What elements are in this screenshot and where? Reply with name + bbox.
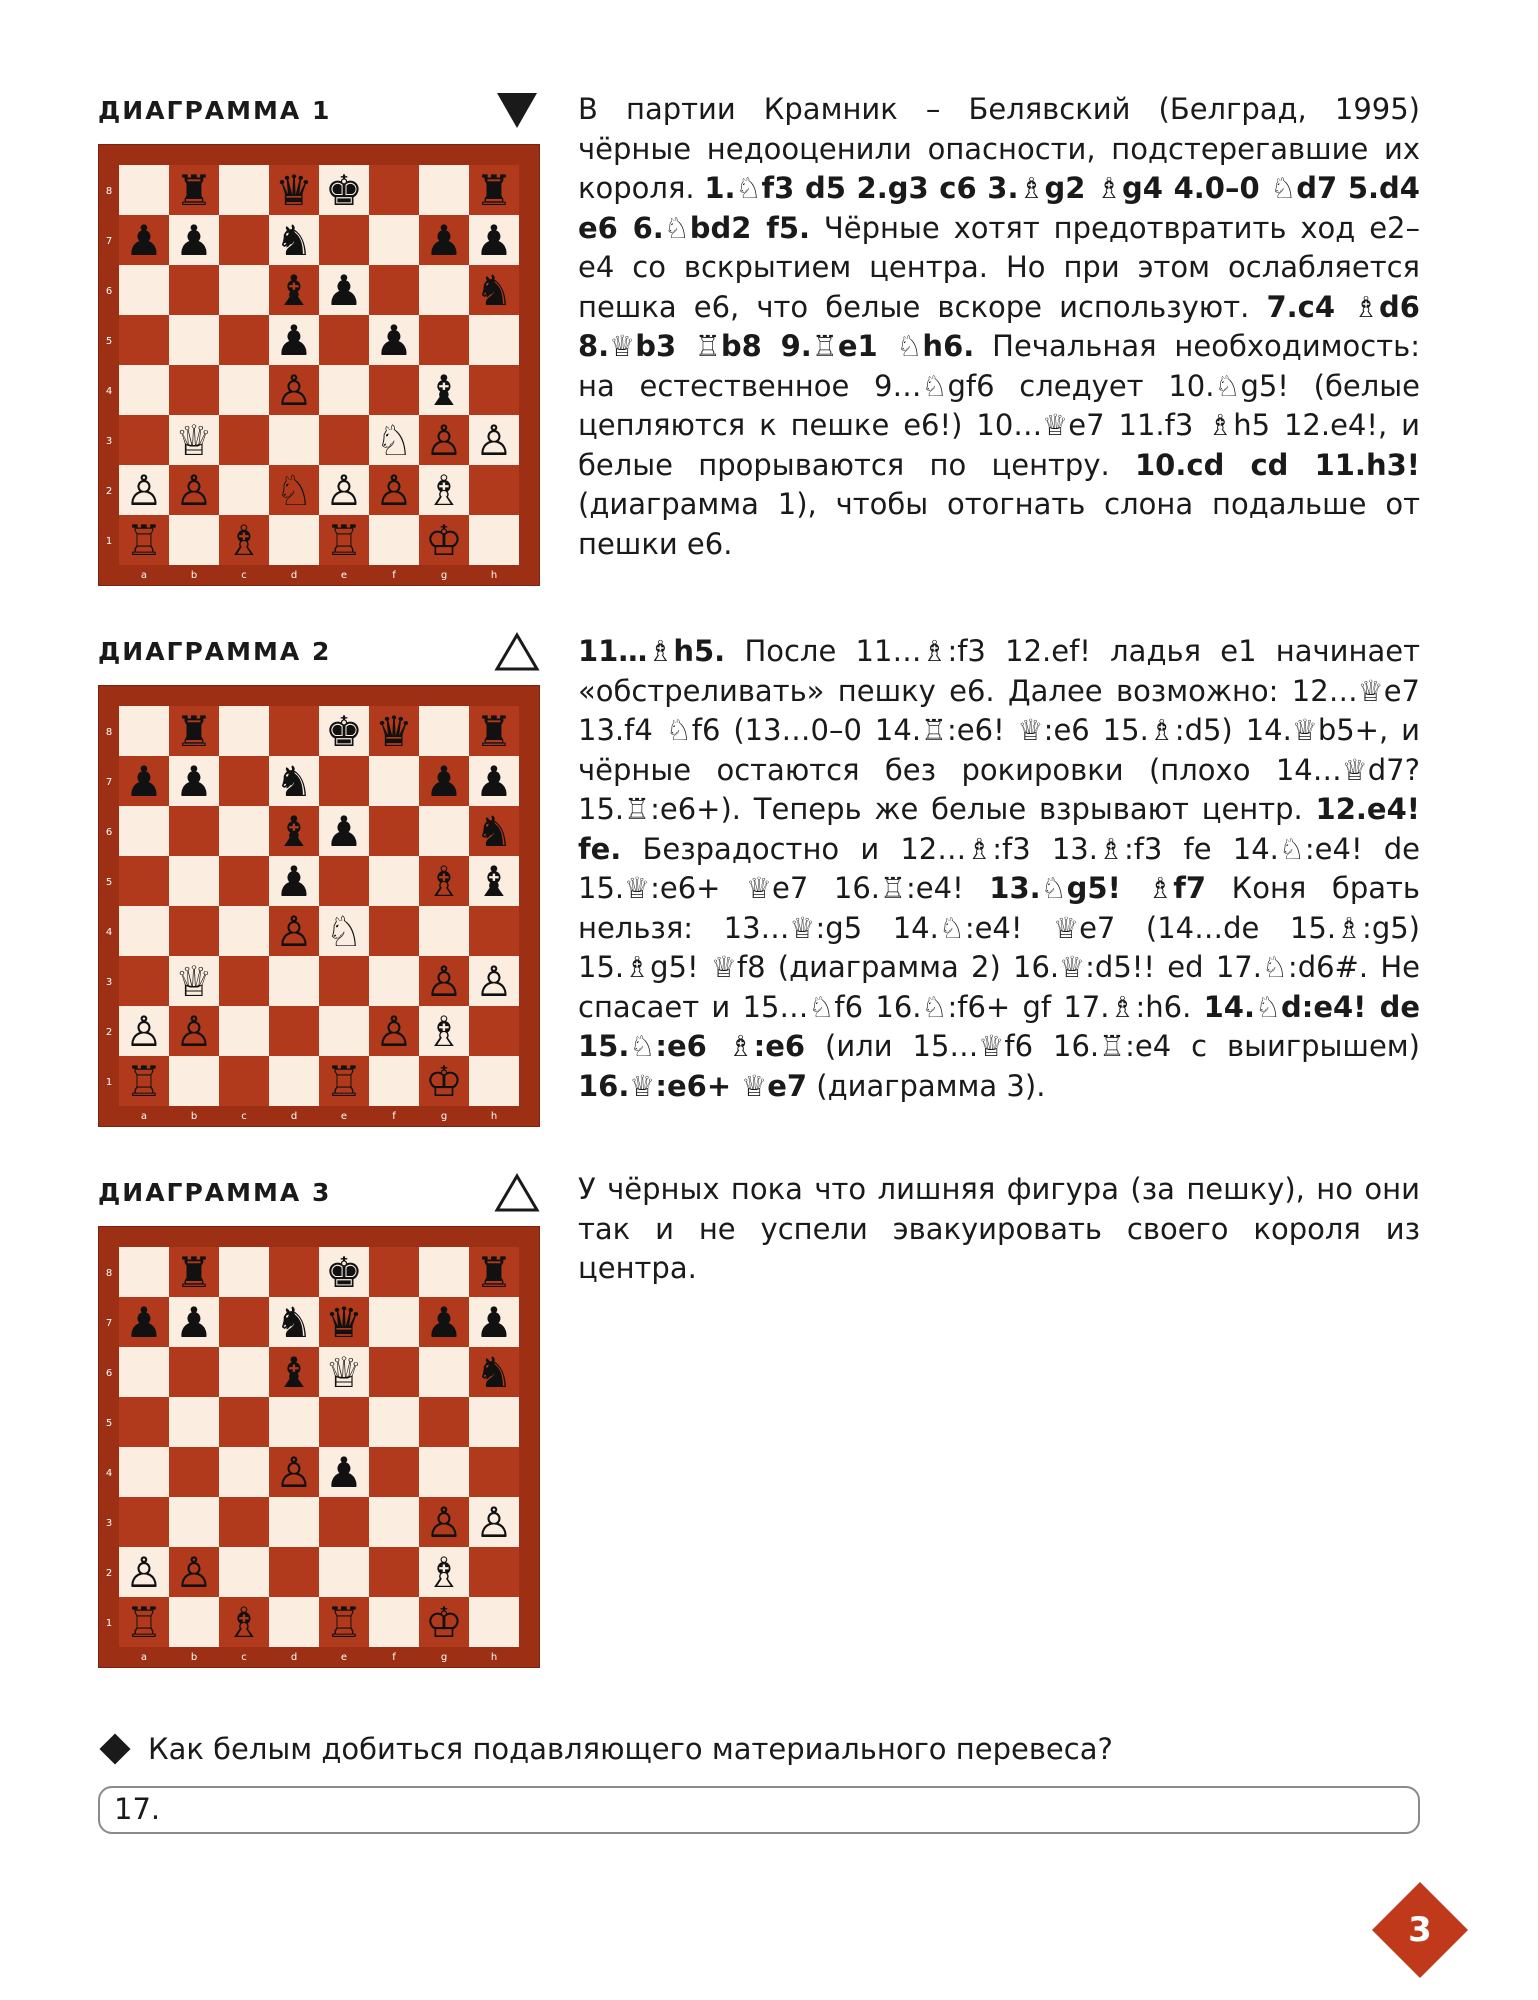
black-pawn-icon: ♟ [175,1298,213,1347]
square-f6 [369,806,419,856]
commentary-text: (или 15…♕f6 16.♖:e4 с выигрышем) [805,1029,1420,1063]
square-h4 [469,365,519,415]
black-pawn-icon: ♟ [475,1298,513,1347]
rank-label: 2 [105,486,113,497]
black-rook-icon: ♜ [175,707,213,756]
square-f8 [369,1247,419,1297]
square-b1 [169,1597,219,1647]
commentary-text: (диаграмма 3). [807,1068,1046,1103]
file-label: f [392,1652,396,1663]
square-a8 [119,706,169,756]
square-c3 [219,1497,269,1547]
rank-label: 5 [105,877,113,888]
square-f1 [369,1597,419,1647]
rank-label: 2 [105,1027,113,1038]
square-a3 [119,415,169,465]
rank-label: 6 [105,286,113,297]
move-notation: 11…♗h5. [578,634,726,668]
square-f5 [369,856,419,906]
square-f1 [369,1056,419,1106]
square-a4 [119,1447,169,1497]
square-b5 [169,315,219,365]
square-d3 [269,1497,319,1547]
white-rook-icon: ♖ [125,1598,163,1647]
move-notation: 1.♘f3 d5 2.g3 c6 3.♗g2 ♗g4 4.0–0 ♘d7 5.d4 e6 6.♘bd2 f5. [578,171,1420,245]
black-knight-icon: ♞ [275,757,313,806]
black-rook-icon: ♜ [175,166,213,215]
square-b4 [169,906,219,956]
square-h4 [469,906,519,956]
white-pawn-icon: ♙ [475,957,513,1006]
black-knight-icon: ♞ [475,1348,513,1397]
question-text: Как белым добиться подавляющего материального перевеса? [148,1732,1113,1766]
black-pawn-icon: ♟ [175,757,213,806]
white-pawn-icon: ♙ [375,466,413,515]
white-pawn-icon: ♙ [125,466,163,515]
file-label: d [290,1652,298,1663]
commentary-text: Чёрные хотят предотвратить ход е2–е4 со вскрытием центра. Но при этом ослабляется пешка е6, что белые вскоре используют. [578,210,1420,324]
square-d2 [269,1547,319,1597]
white-pawn-icon: ♙ [325,466,363,515]
square-c6 [219,806,269,856]
white-pawn-icon: ♙ [175,1007,213,1056]
rank-label: 1 [105,1077,113,1088]
white-knight-icon: ♘ [375,416,413,465]
square-e5 [319,856,369,906]
square-g5 [419,1397,469,1447]
black-pawn-icon: ♟ [325,266,363,315]
black-bishop-icon: ♝ [475,857,513,906]
square-b3 [169,1497,219,1547]
square-b4 [169,365,219,415]
square-e2 [319,1006,369,1056]
black-bishop-icon: ♝ [275,266,313,315]
rank-label: 1 [105,536,113,547]
commentary-text: Коня брать нельзя: 13…♕:g5 14.♘:e4! ♕e7 (14…de 15.♗:g5) 15.♗g5! ♕f8 (диаграмма 2) 16.♕:d5!! ed 17.♘:d6#. Не спасает и 15…♘f6 16.♘:f6+ gf 17.♗:h6. [578,871,1420,1024]
square-d8 [269,706,319,756]
black-knight-icon: ♞ [475,266,513,315]
black-to-move-icon [494,90,540,132]
square-g4 [419,906,469,956]
square-e3 [319,415,369,465]
square-f3 [369,956,419,1006]
black-pawn-icon: ♟ [325,807,363,856]
white-rook-icon: ♖ [325,1598,363,1647]
square-e7 [319,215,369,265]
rank-label: 7 [105,236,113,247]
black-rook-icon: ♜ [475,707,513,756]
square-e5 [319,315,369,365]
square-e4 [319,365,369,415]
black-king-icon: ♚ [325,707,363,756]
rank-label: 8 [105,1268,113,1279]
black-queen-icon: ♛ [325,1298,363,1347]
black-pawn-icon: ♟ [275,857,313,906]
square-a3 [119,956,169,1006]
square-a6 [119,1347,169,1397]
square-d3 [269,415,319,465]
white-rook-icon: ♖ [325,516,363,565]
commentary-paragraph-3 [578,1170,1420,1289]
square-c2 [219,1547,269,1597]
black-bishop-icon: ♝ [275,807,313,856]
move-notation: 14.♘d:e4! de 15.♘:e6 ♗:e6 [578,989,1420,1063]
square-g4 [419,1447,469,1497]
square-c6 [219,1347,269,1397]
file-label: c [241,1652,247,1663]
white-pawn-icon: ♙ [375,1007,413,1056]
rank-label: 8 [105,727,113,738]
black-rook-icon: ♜ [475,1248,513,1297]
file-label: b [190,570,198,581]
file-label: a [140,1111,148,1122]
square-h2 [469,1547,519,1597]
square-f7 [369,1297,419,1347]
square-d5 [269,1397,319,1447]
rank-label: 4 [105,1468,113,1479]
file-label: f [392,570,396,581]
rank-label: 5 [105,336,113,347]
white-pawn-icon: ♙ [475,416,513,465]
file-label: c [241,1111,247,1122]
square-c7 [219,756,269,806]
black-knight-icon: ♞ [475,807,513,856]
white-queen-icon: ♕ [325,1348,363,1397]
square-g8 [419,1247,469,1297]
square-f3 [369,1497,419,1547]
square-f6 [369,265,419,315]
rank-label: 4 [105,386,113,397]
white-pawn-icon: ♙ [125,1007,163,1056]
exercise-question [100,1732,1113,1766]
square-a6 [119,806,169,856]
move-notation: 12.e4! fe. [578,792,1420,866]
file-label: b [190,1111,198,1122]
black-pawn-icon: ♟ [475,216,513,265]
move-notation: 13.♘g5! ♗f7 [989,871,1207,905]
white-king-icon: ♔ [425,1057,463,1106]
square-g6 [419,265,469,315]
square-d1 [269,1056,319,1106]
square-f5 [369,1397,419,1447]
square-c4 [219,1447,269,1497]
white-to-move-icon [494,1172,540,1214]
square-f4 [369,1447,419,1497]
square-c3 [219,415,269,465]
black-pawn-icon: ♟ [425,216,463,265]
file-label: d [290,570,298,581]
square-f1 [369,515,419,565]
square-f6 [369,1347,419,1397]
black-pawn-icon: ♟ [325,1448,363,1497]
square-e5 [319,1397,369,1447]
white-pawn-icon: ♙ [275,366,313,415]
square-a8 [119,1247,169,1297]
rank-label: 3 [105,436,113,447]
white-pawn-icon: ♙ [275,1448,313,1497]
file-label: h [490,1652,498,1663]
square-h5 [469,1397,519,1447]
white-bishop-icon: ♗ [425,466,463,515]
white-pawn-icon: ♙ [425,1498,463,1547]
black-queen-icon: ♛ [275,166,313,215]
square-c5 [219,315,269,365]
square-f2 [369,1547,419,1597]
square-c4 [219,906,269,956]
rank-label: 8 [105,186,113,197]
diagram-title: ДИАГРАММА 3 [98,1178,332,1207]
square-c2 [219,465,269,515]
black-rook-icon: ♜ [475,166,513,215]
square-b5 [169,856,219,906]
answer-prefix: 17. [114,1792,161,1826]
white-bishop-icon: ♗ [425,1548,463,1597]
square-c8 [219,165,269,215]
square-d8 [269,1247,319,1297]
square-e7 [319,756,369,806]
white-bishop-icon: ♗ [225,1598,263,1647]
white-pawn-icon: ♙ [425,957,463,1006]
square-f4 [369,906,419,956]
square-e2 [319,1547,369,1597]
square-c1 [219,1056,269,1106]
square-e3 [319,956,369,1006]
file-label: e [340,1652,348,1663]
square-b6 [169,1347,219,1397]
white-to-move-icon [494,631,540,673]
white-knight-icon: ♘ [325,907,363,956]
white-queen-icon: ♕ [175,416,213,465]
black-queen-icon: ♛ [375,707,413,756]
white-pawn-icon: ♙ [125,1548,163,1597]
file-label: h [490,570,498,581]
square-h4 [469,1447,519,1497]
square-c3 [219,956,269,1006]
rank-label: 4 [105,927,113,938]
file-label: h [490,1111,498,1122]
move-notation: 7.c4 ♗d6 8.♕b3 ♖b8 9.♖e1 ♘h6. [578,289,1420,363]
square-a4 [119,906,169,956]
square-a4 [119,365,169,415]
move-notation: 10.cd cd 11.h3! [1135,447,1420,482]
file-label: a [140,1652,148,1663]
square-c7 [219,215,269,265]
square-f8 [369,165,419,215]
black-pawn-icon: ♟ [475,757,513,806]
rank-label: 1 [105,1618,113,1629]
rank-label: 7 [105,777,113,788]
rank-label: 2 [105,1568,113,1579]
square-c8 [219,1247,269,1297]
square-g6 [419,806,469,856]
rank-label: 5 [105,1418,113,1429]
square-g5 [419,315,469,365]
square-b6 [169,265,219,315]
white-king-icon: ♔ [425,1598,463,1647]
black-knight-icon: ♞ [275,216,313,265]
white-pawn-icon: ♙ [175,1548,213,1597]
chess-board [98,144,540,586]
rank-label: 6 [105,827,113,838]
file-label: e [340,1111,348,1122]
black-king-icon: ♚ [325,166,363,215]
square-b1 [169,515,219,565]
file-label: a [140,570,148,581]
square-g8 [419,706,469,756]
square-f7 [369,756,419,806]
commentary-text: Безрадостно и 12…♗:f3 13.♗:f3 fe 14.♘:e4! de 15.♕:e6+ ♕e7 16.♖:e4! [578,831,1420,905]
chess-board [98,1226,540,1668]
rank-label: 6 [105,1368,113,1379]
square-b4 [169,1447,219,1497]
white-bishop-icon: ♗ [225,516,263,565]
square-h1 [469,515,519,565]
square-h1 [469,1056,519,1106]
file-label: g [440,1652,448,1663]
black-rook-icon: ♜ [175,1248,213,1297]
square-a5 [119,315,169,365]
commentary-text: У чёрных пока что лишняя фигура (за пешку), но они так и не успели эвакуировать своего короля из центра. [578,1172,1420,1285]
square-e3 [319,1497,369,1547]
white-rook-icon: ♖ [125,516,163,565]
file-label: g [440,570,448,581]
page-number: 3 [1408,1910,1432,1950]
square-b1 [169,1056,219,1106]
diagram-title: ДИАГРАММА 1 [98,96,332,125]
square-c8 [219,706,269,756]
white-pawn-icon: ♙ [275,907,313,956]
square-h2 [469,465,519,515]
commentary-paragraph-1 [578,90,1420,564]
file-label: b [190,1652,198,1663]
black-pawn-icon: ♟ [175,216,213,265]
commentary-text: Печальная необходимость: на естественное 9…♘gf6 следует 10.♘g5! (белые цепляются к пешке е6!) 10…♕e7 11.f3 ♗h5 12.e4!, и белые прорываются по центру. [578,329,1420,482]
black-pawn-icon: ♟ [125,1298,163,1347]
square-c6 [219,265,269,315]
white-queen-icon: ♕ [175,957,213,1006]
white-bishop-icon: ♗ [425,1007,463,1056]
square-c4 [219,365,269,415]
white-rook-icon: ♖ [325,1057,363,1106]
commentary-text: После 11…♗:f3 12.ef! ладья е1 начинает «обстреливать» пешку е6. Далее возможно: 12…♕e7 13.f4 ♘f6 (13…0–0 14.♖:e6! ♕:e6 15.♗:d5) 14.♕b5+, и чёрные остаются без рокировки (плохо 14…♕d7? 15.♖:e6+). Теперь же белые взрывают центр. [578,634,1420,826]
square-c2 [219,1006,269,1056]
file-label: f [392,1111,396,1122]
white-pawn-icon: ♙ [425,416,463,465]
square-h2 [469,1006,519,1056]
diagram-title: ДИАГРАММА 2 [98,637,332,666]
white-knight-icon: ♘ [275,466,313,515]
black-king-icon: ♚ [325,1248,363,1297]
black-bishop-icon: ♝ [425,366,463,415]
square-a5 [119,1397,169,1447]
square-h1 [469,1597,519,1647]
square-d2 [269,1006,319,1056]
black-pawn-icon: ♟ [425,1298,463,1347]
square-a8 [119,165,169,215]
diamond-bullet-icon [99,1733,130,1764]
square-f4 [369,365,419,415]
white-pawn-icon: ♙ [475,1498,513,1547]
chess-board [98,685,540,1127]
commentary-paragraph-2 [578,632,1420,1106]
square-g8 [419,165,469,215]
square-f7 [369,215,419,265]
file-label: d [290,1111,298,1122]
answer-field[interactable] [98,1786,1420,1834]
square-g6 [419,1347,469,1397]
black-pawn-icon: ♟ [425,757,463,806]
commentary-text: В партии Крамник – Белявский (Белград, 1995) чёрные недооценили опасности, подстерегавшие их короля. [578,92,1420,205]
black-pawn-icon: ♟ [275,316,313,365]
file-label: g [440,1111,448,1122]
white-pawn-icon: ♙ [175,466,213,515]
commentary-text: (диаграмма 1), чтобы отогнать слона подальше от пешки е6. [578,487,1420,561]
black-pawn-icon: ♟ [125,216,163,265]
square-a5 [119,856,169,906]
black-pawn-icon: ♟ [125,757,163,806]
square-h5 [469,315,519,365]
square-c5 [219,856,269,906]
square-d1 [269,515,319,565]
square-a3 [119,1497,169,1547]
white-bishop-icon: ♗ [425,857,463,906]
rank-label: 7 [105,1318,113,1329]
square-d3 [269,956,319,1006]
black-bishop-icon: ♝ [275,1348,313,1397]
move-notation: 16.♕:e6+ ♕e7 [578,1068,808,1103]
file-label: e [340,570,348,581]
file-label: c [241,570,247,581]
rank-label: 3 [105,977,113,988]
black-pawn-icon: ♟ [375,316,413,365]
white-king-icon: ♔ [425,516,463,565]
square-d1 [269,1597,319,1647]
black-knight-icon: ♞ [275,1298,313,1347]
square-c7 [219,1297,269,1347]
square-c5 [219,1397,269,1447]
square-b5 [169,1397,219,1447]
square-a6 [119,265,169,315]
square-b6 [169,806,219,856]
rank-label: 3 [105,1518,113,1529]
white-rook-icon: ♖ [125,1057,163,1106]
